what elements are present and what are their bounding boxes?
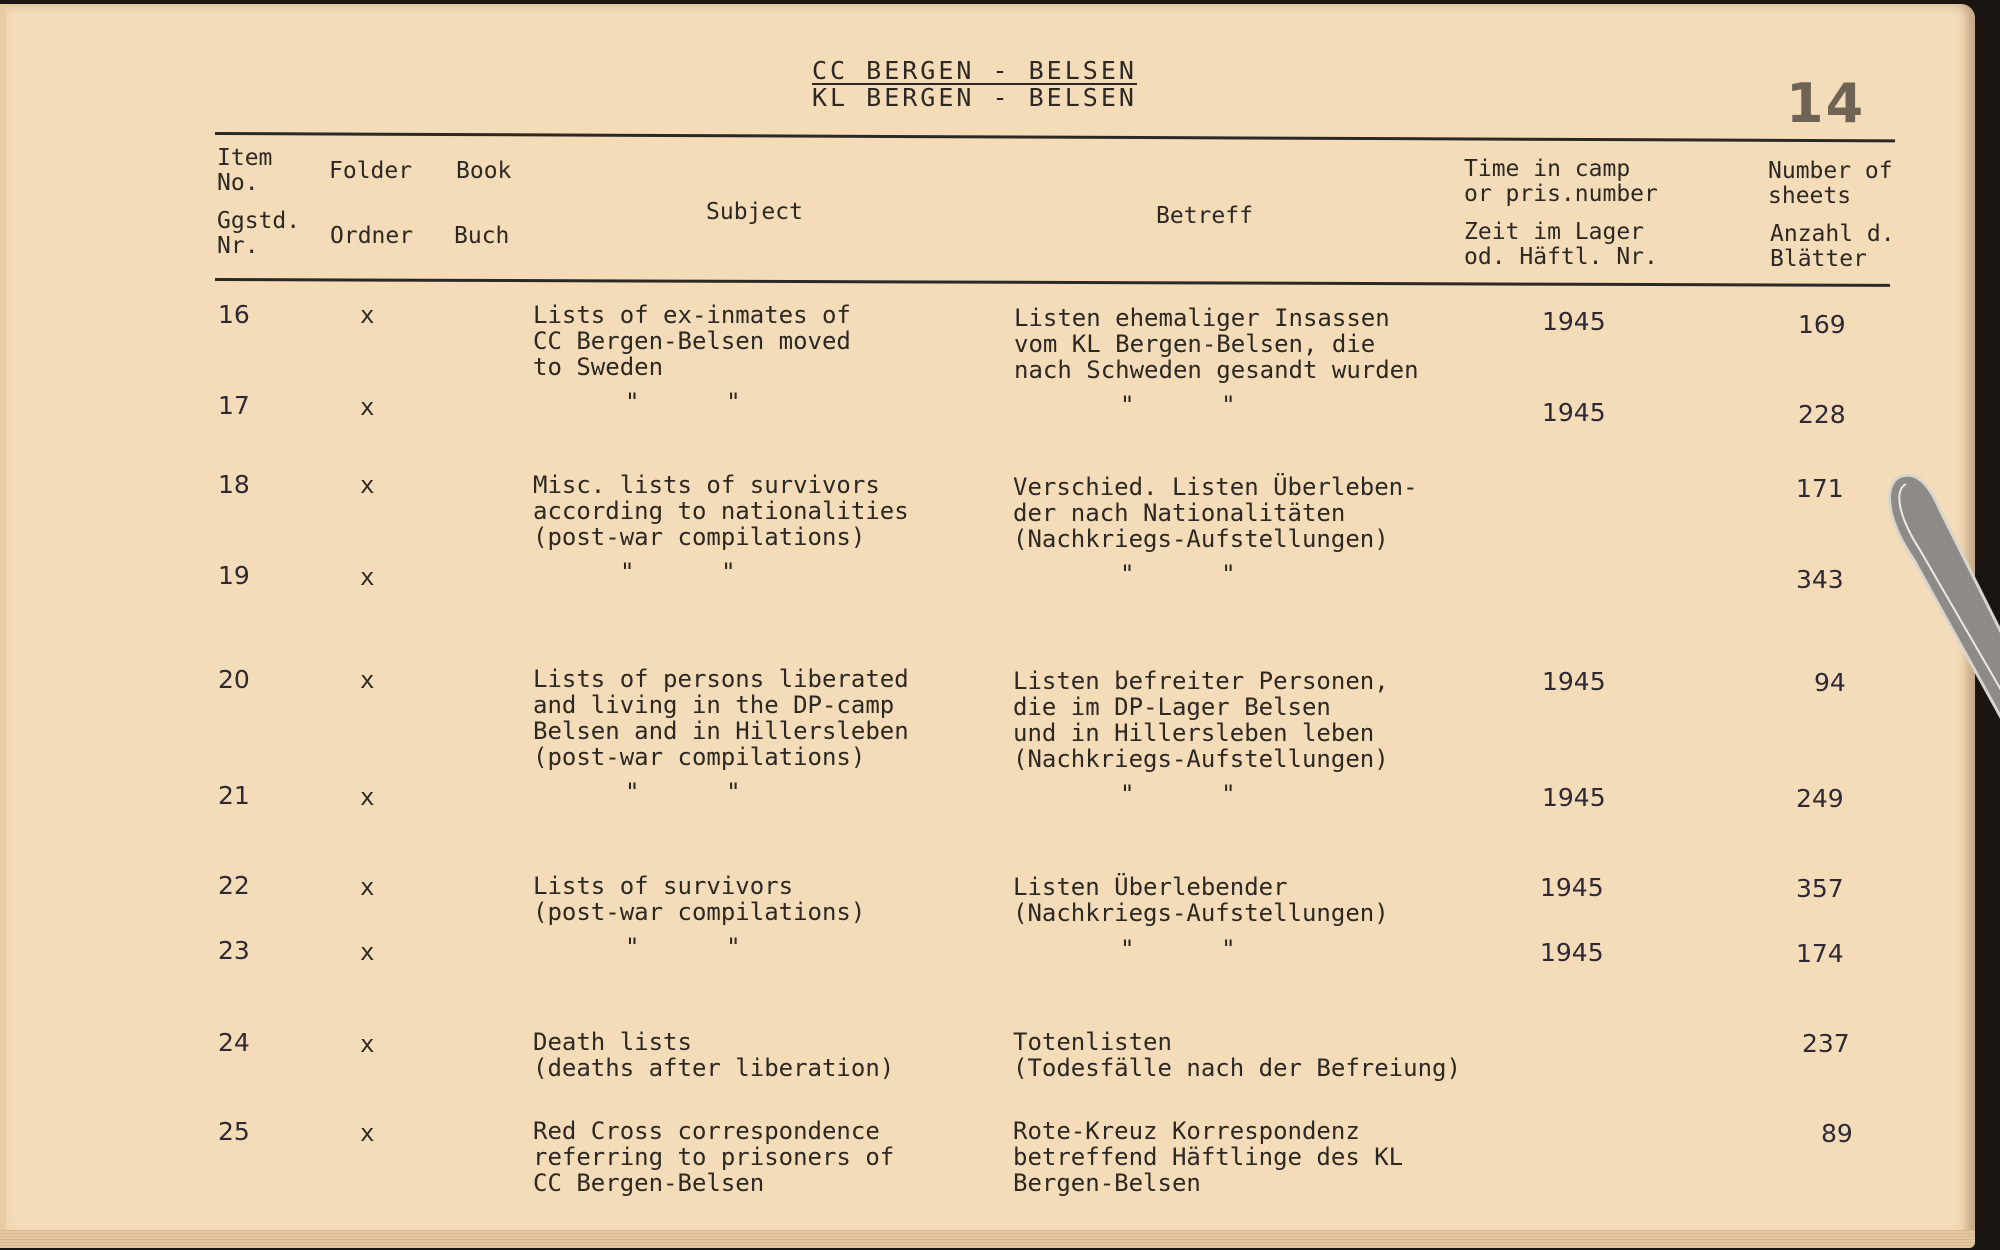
page-number: 14 [1786, 72, 1866, 135]
time-value: 1945 [1540, 938, 1604, 967]
subject-text: Misc. lists of survivors according to nationalities (post-war compilations) [533, 471, 909, 551]
page-stack-edge [0, 1230, 1975, 1248]
page-title [812, 58, 1322, 110]
header-sheets-en: Number of sheets [1768, 158, 1893, 209]
item-number: 18 [218, 470, 250, 499]
item-number: 23 [218, 936, 250, 965]
time-value: 1945 [1542, 783, 1606, 812]
folder-mark: x [360, 393, 375, 421]
time-value: 1945 [1540, 873, 1604, 902]
header-top-rule [215, 132, 1895, 142]
sheets-value: 169 [1798, 310, 1846, 339]
betreff-ditto: " " [1120, 935, 1236, 963]
header-item-de: Ggstd. Nr. [217, 208, 301, 259]
sheets-value: 228 [1798, 400, 1846, 429]
sheets-value: 174 [1796, 939, 1844, 968]
folder-mark: x [360, 666, 375, 694]
subject-text: Death lists (deaths after liberation) [533, 1028, 895, 1082]
betreff-text: Verschied. Listen Überleben- der nach Nationalitäten (Nachkriegs-Aufstellungen) [1013, 473, 1418, 553]
header-folder-en: Folder [329, 158, 413, 184]
page-left-edge [0, 4, 6, 1248]
folder-mark: x [360, 1119, 375, 1147]
item-number: 20 [218, 665, 250, 694]
time-value: 1945 [1542, 667, 1606, 696]
betreff-text: Listen befreiter Personen, die im DP-Lager Belsen und in Hillersleben leben (Nachkriegs-Aufstellungen) [1013, 667, 1389, 773]
betreff-text: Listen Überlebender (Nachkriegs-Aufstellungen) [1013, 873, 1389, 927]
header-book-de: Buch [454, 223, 510, 249]
item-number: 19 [218, 561, 250, 590]
time-value: 1945 [1542, 398, 1606, 427]
header-bottom-rule [215, 278, 1890, 287]
betreff-ditto: " " [1120, 560, 1236, 588]
betreff-text: Listen ehemaliger Insassen vom KL Bergen-Belsen, die nach Schweden gesandt wurden [1014, 304, 1419, 384]
subject-ditto: " " [620, 558, 736, 586]
subject-text: Lists of survivors (post-war compilations) [533, 872, 866, 926]
betreff-ditto: " " [1120, 391, 1236, 419]
subject-text: Red Cross correspondence referring to prisoners of CC Bergen-Belsen [533, 1117, 895, 1197]
folder-mark: x [360, 471, 375, 499]
sheets-value: 249 [1796, 784, 1844, 813]
subject-text: Lists of ex-inmates of CC Bergen-Belsen moved to Sweden [533, 301, 851, 381]
betreff-ditto: " " [1120, 780, 1236, 808]
item-number: 21 [218, 781, 250, 810]
sheets-value: 94 [1814, 668, 1846, 697]
folder-mark: x [360, 783, 375, 811]
header-item-en: Item No. [217, 145, 273, 196]
folder-mark: x [360, 1030, 375, 1058]
folder-mark: x [360, 563, 375, 591]
folder-mark: x [360, 301, 375, 329]
binder-clip [1880, 470, 2000, 770]
subject-text: Lists of persons liberated and living in the DP-camp Belsen and in Hillersleben (post-war compilations) [533, 665, 909, 771]
folder-mark: x [360, 938, 375, 966]
header-subject: Subject [706, 199, 803, 225]
document-page [0, 4, 1975, 1248]
item-number: 16 [218, 300, 250, 329]
header-betreff: Betreff [1156, 203, 1253, 229]
header-time-en: Time in camp or pris.number [1464, 156, 1658, 207]
sheets-value: 237 [1802, 1029, 1850, 1058]
title-line-kl: KL BERGEN - BELSEN [812, 83, 1137, 112]
item-number: 25 [218, 1117, 250, 1146]
sheets-value: 357 [1796, 874, 1844, 903]
header-sheets-de: Anzahl d. Blätter [1770, 221, 1895, 272]
item-number: 17 [218, 391, 250, 420]
item-number: 24 [218, 1028, 250, 1057]
header-time-de: Zeit im Lager od. Häftl. Nr. [1464, 219, 1658, 270]
item-number: 22 [218, 871, 250, 900]
header-folder-de: Ordner [330, 223, 414, 249]
sheets-value: 89 [1821, 1119, 1853, 1148]
subject-ditto: " " [625, 388, 741, 416]
header-book-en: Book [456, 158, 512, 184]
sheets-value: 171 [1796, 474, 1844, 503]
title-line-cc: CC BERGEN - BELSEN [812, 56, 1137, 85]
folder-mark: x [360, 873, 375, 901]
subject-ditto: " " [625, 778, 741, 806]
betreff-text: Rote-Kreuz Korrespondenz betreffend Häftlinge des KL Bergen-Belsen [1013, 1117, 1404, 1197]
time-value: 1945 [1542, 307, 1606, 336]
sheets-value: 343 [1796, 565, 1844, 594]
betreff-text: Totenlisten (Todesfälle nach der Befreiung) [1013, 1028, 1461, 1082]
subject-ditto: " " [625, 933, 741, 961]
